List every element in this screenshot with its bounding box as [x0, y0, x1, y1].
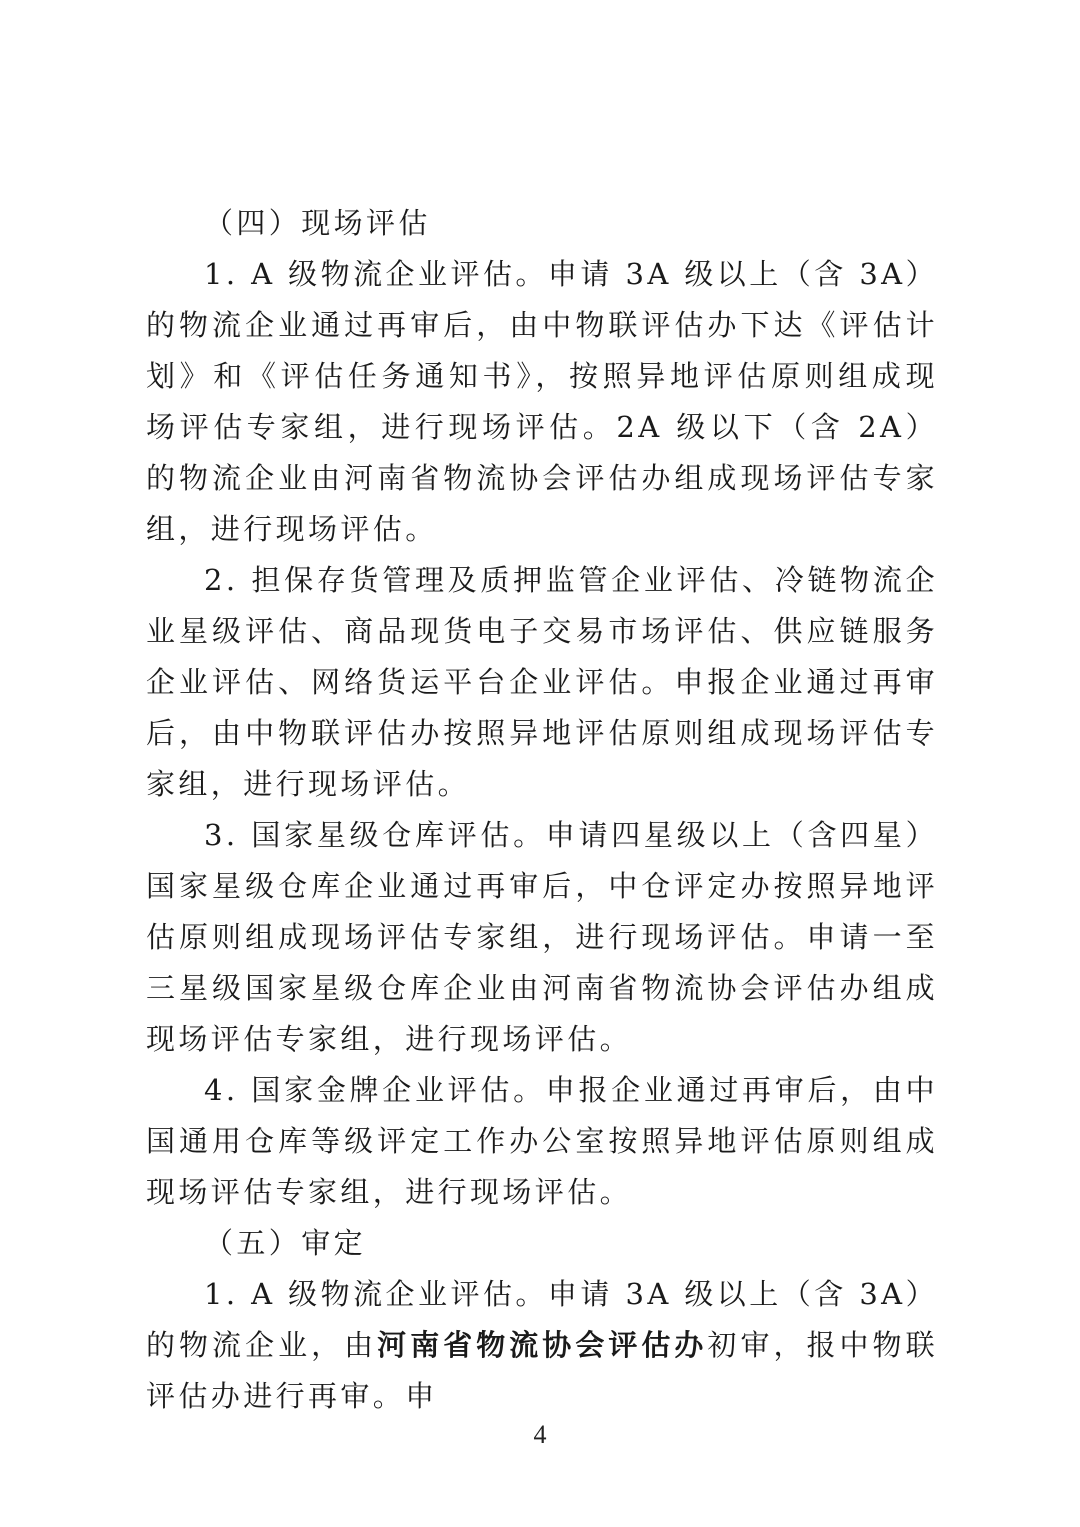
paragraph-a-level-evaluation: 1. A 级物流企业评估。申请 3A 级以上（含 3A）的物流企业通过再审后，由中物联评估办下达《评估计划》和《评估任务通知书》，按照异地评估原则组成现场评估专家组，进行现场评估。2A 级以下（含 2A）的物流企业由河南省物流协会评估办组成现场评估专家组，进行现场评估。 — [146, 257, 938, 546]
section-heading-5: （五）审定 — [204, 1226, 367, 1260]
section-heading-4: （四）现场评估 — [204, 206, 431, 240]
page-number: 4 — [533, 1420, 547, 1449]
document-body — [146, 198, 938, 1422]
paragraph-gold-enterprise: 4. 国家金牌企业评估。申报企业通过再审后，由中国通用仓库等级评定工作办公室按照异地评估原则组成现场评估专家组，进行现场评估。 — [146, 1073, 938, 1209]
paragraph-approval-a-level — [146, 1269, 938, 1422]
paragraph-text-start: 1. A 级物流企业评估。申请 3A 级以上（含 3A）的物流企业，由 — [146, 1277, 938, 1362]
paragraph-special-evaluations: 2. 担保存货管理及质押监管企业评估、冷链物流企业星级评估、商品现货电子交易市场评估、供应链服务企业评估、网络货运平台企业评估。申报企业通过再审后，由中物联评估办按照异地评估原则组成现场评估专家组，进行现场评估。 — [146, 563, 938, 801]
bold-organization-name: 河南省物流协会评估办 — [377, 1328, 708, 1362]
paragraph-star-warehouse: 3. 国家星级仓库评估。申请四星级以上（含四星）国家星级仓库企业通过再审后，中仓评定办按照异地评估原则组成现场评估专家组，进行现场评估。申请一至三星级国家星级仓库企业由河南省物流协会评估办组成现场评估专家组，进行现场评估。 — [146, 818, 938, 1056]
paragraph-text-end: 初审，报中物联评估办进行再审。申 — [146, 1328, 938, 1413]
